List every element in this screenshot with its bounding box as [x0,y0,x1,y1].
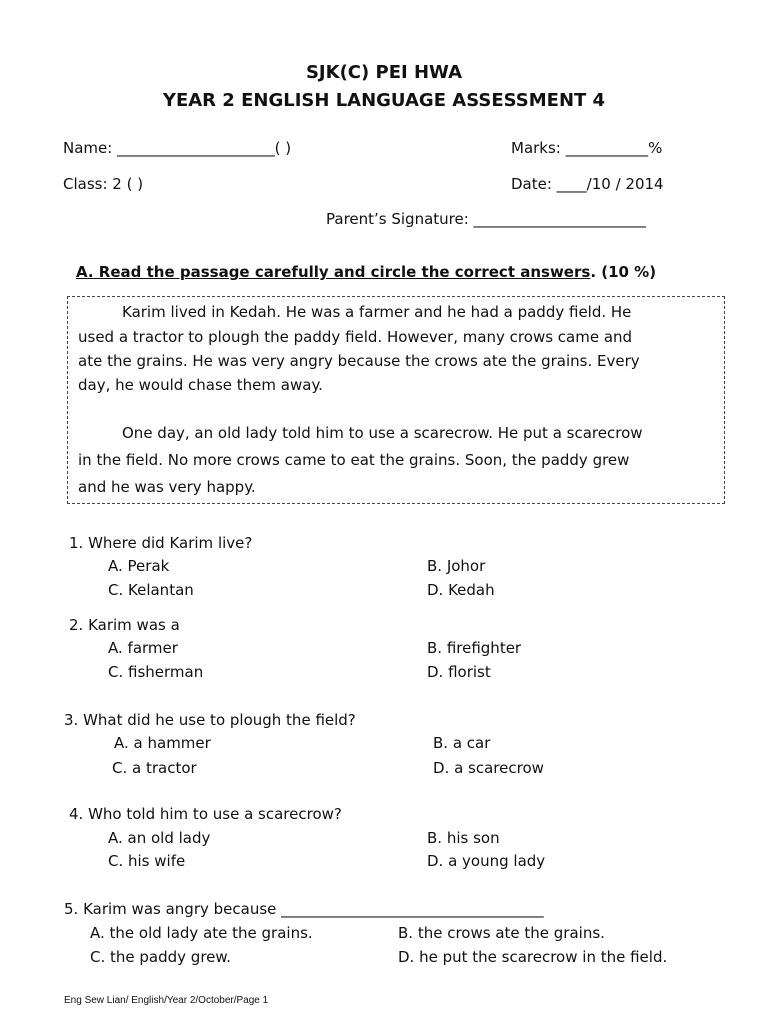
section-a-heading [76,262,656,281]
question-1: 1. Where did Karim live? [69,534,253,552]
q5-option-c[interactable]: C. the paddy grew. [90,948,232,966]
q1-option-c[interactable]: C. Kelantan [108,581,194,599]
passage-line: used a tractor to plough the paddy field. However, many crows came and [78,328,633,346]
assessment-title: YEAR 2 ENGLISH LANGUAGE ASSESSMENT 4 [162,90,606,111]
q4-option-c[interactable]: C. his wife [108,852,186,870]
q3-option-b[interactable]: B. a car [433,734,491,752]
school-name: SJK(C) PEI HWA [305,62,463,83]
passage-line: ate the grains. He was very angry because the crows ate the grains. Every [78,352,640,370]
page-footer: Eng Sew Lian/ English/Year 2/October/Page 1 [64,995,269,1006]
section-a-instruction: A. Read the passage carefully and circle the correct answers [76,263,591,281]
q1-option-a[interactable]: A. Perak [108,557,170,575]
q3-option-d[interactable]: D. a scarecrow [433,759,544,777]
question-2: 2. Karim was a [69,616,180,634]
q2-option-d[interactable]: D. florist [427,663,491,681]
question-4: 4. Who told him to use a scarecrow? [69,805,342,823]
q2-option-c[interactable]: C. fisherman [108,663,204,681]
q4-option-a[interactable]: A. an old lady [108,829,211,847]
passage-line: and he was very happy. [78,478,256,496]
q2-option-a[interactable]: A. farmer [108,639,178,657]
name-field: Name: _____________________( ) [63,139,292,157]
q5-option-d[interactable]: D. he put the scarecrow in the field. [398,948,668,966]
section-a-marks: . (10 %) [590,263,657,281]
class-field: Class: 2 ( ) [63,175,144,193]
q1-option-b[interactable]: B. Johor [427,557,486,575]
passage-line: Karim lived in Kedah. He was a farmer and he had a paddy field. He [122,303,632,321]
q1-option-d[interactable]: D. Kedah [427,581,495,599]
question-3: 3. What did he use to plough the field? [64,711,356,729]
q4-option-b[interactable]: B. his son [427,829,500,847]
q2-option-b[interactable]: B. firefighter [427,639,522,657]
passage-line: day, he would chase them away. [78,376,323,394]
parent-signature-field: Parent’s Signature: _______________________ [326,210,647,228]
q4-option-d[interactable]: D. a young lady [427,852,546,870]
question-5: 5. Karim was angry because ___________________________________ [64,900,544,918]
q5-option-b[interactable]: B. the crows ate the grains. [398,924,605,942]
q5-option-a[interactable]: A. the old lady ate the grains. [90,924,313,942]
date-field: Date: ____/10 / 2014 [511,175,664,193]
q3-option-c[interactable]: C. a tractor [112,759,197,777]
q3-option-a[interactable]: A. a hammer [114,734,211,752]
marks-field: Marks: ___________% [511,139,663,157]
passage-line: One day, an old lady told him to use a scarecrow. He put a scarecrow [122,424,643,442]
passage-line: in the field. No more crows came to eat the grains. Soon, the paddy grew [78,451,630,469]
